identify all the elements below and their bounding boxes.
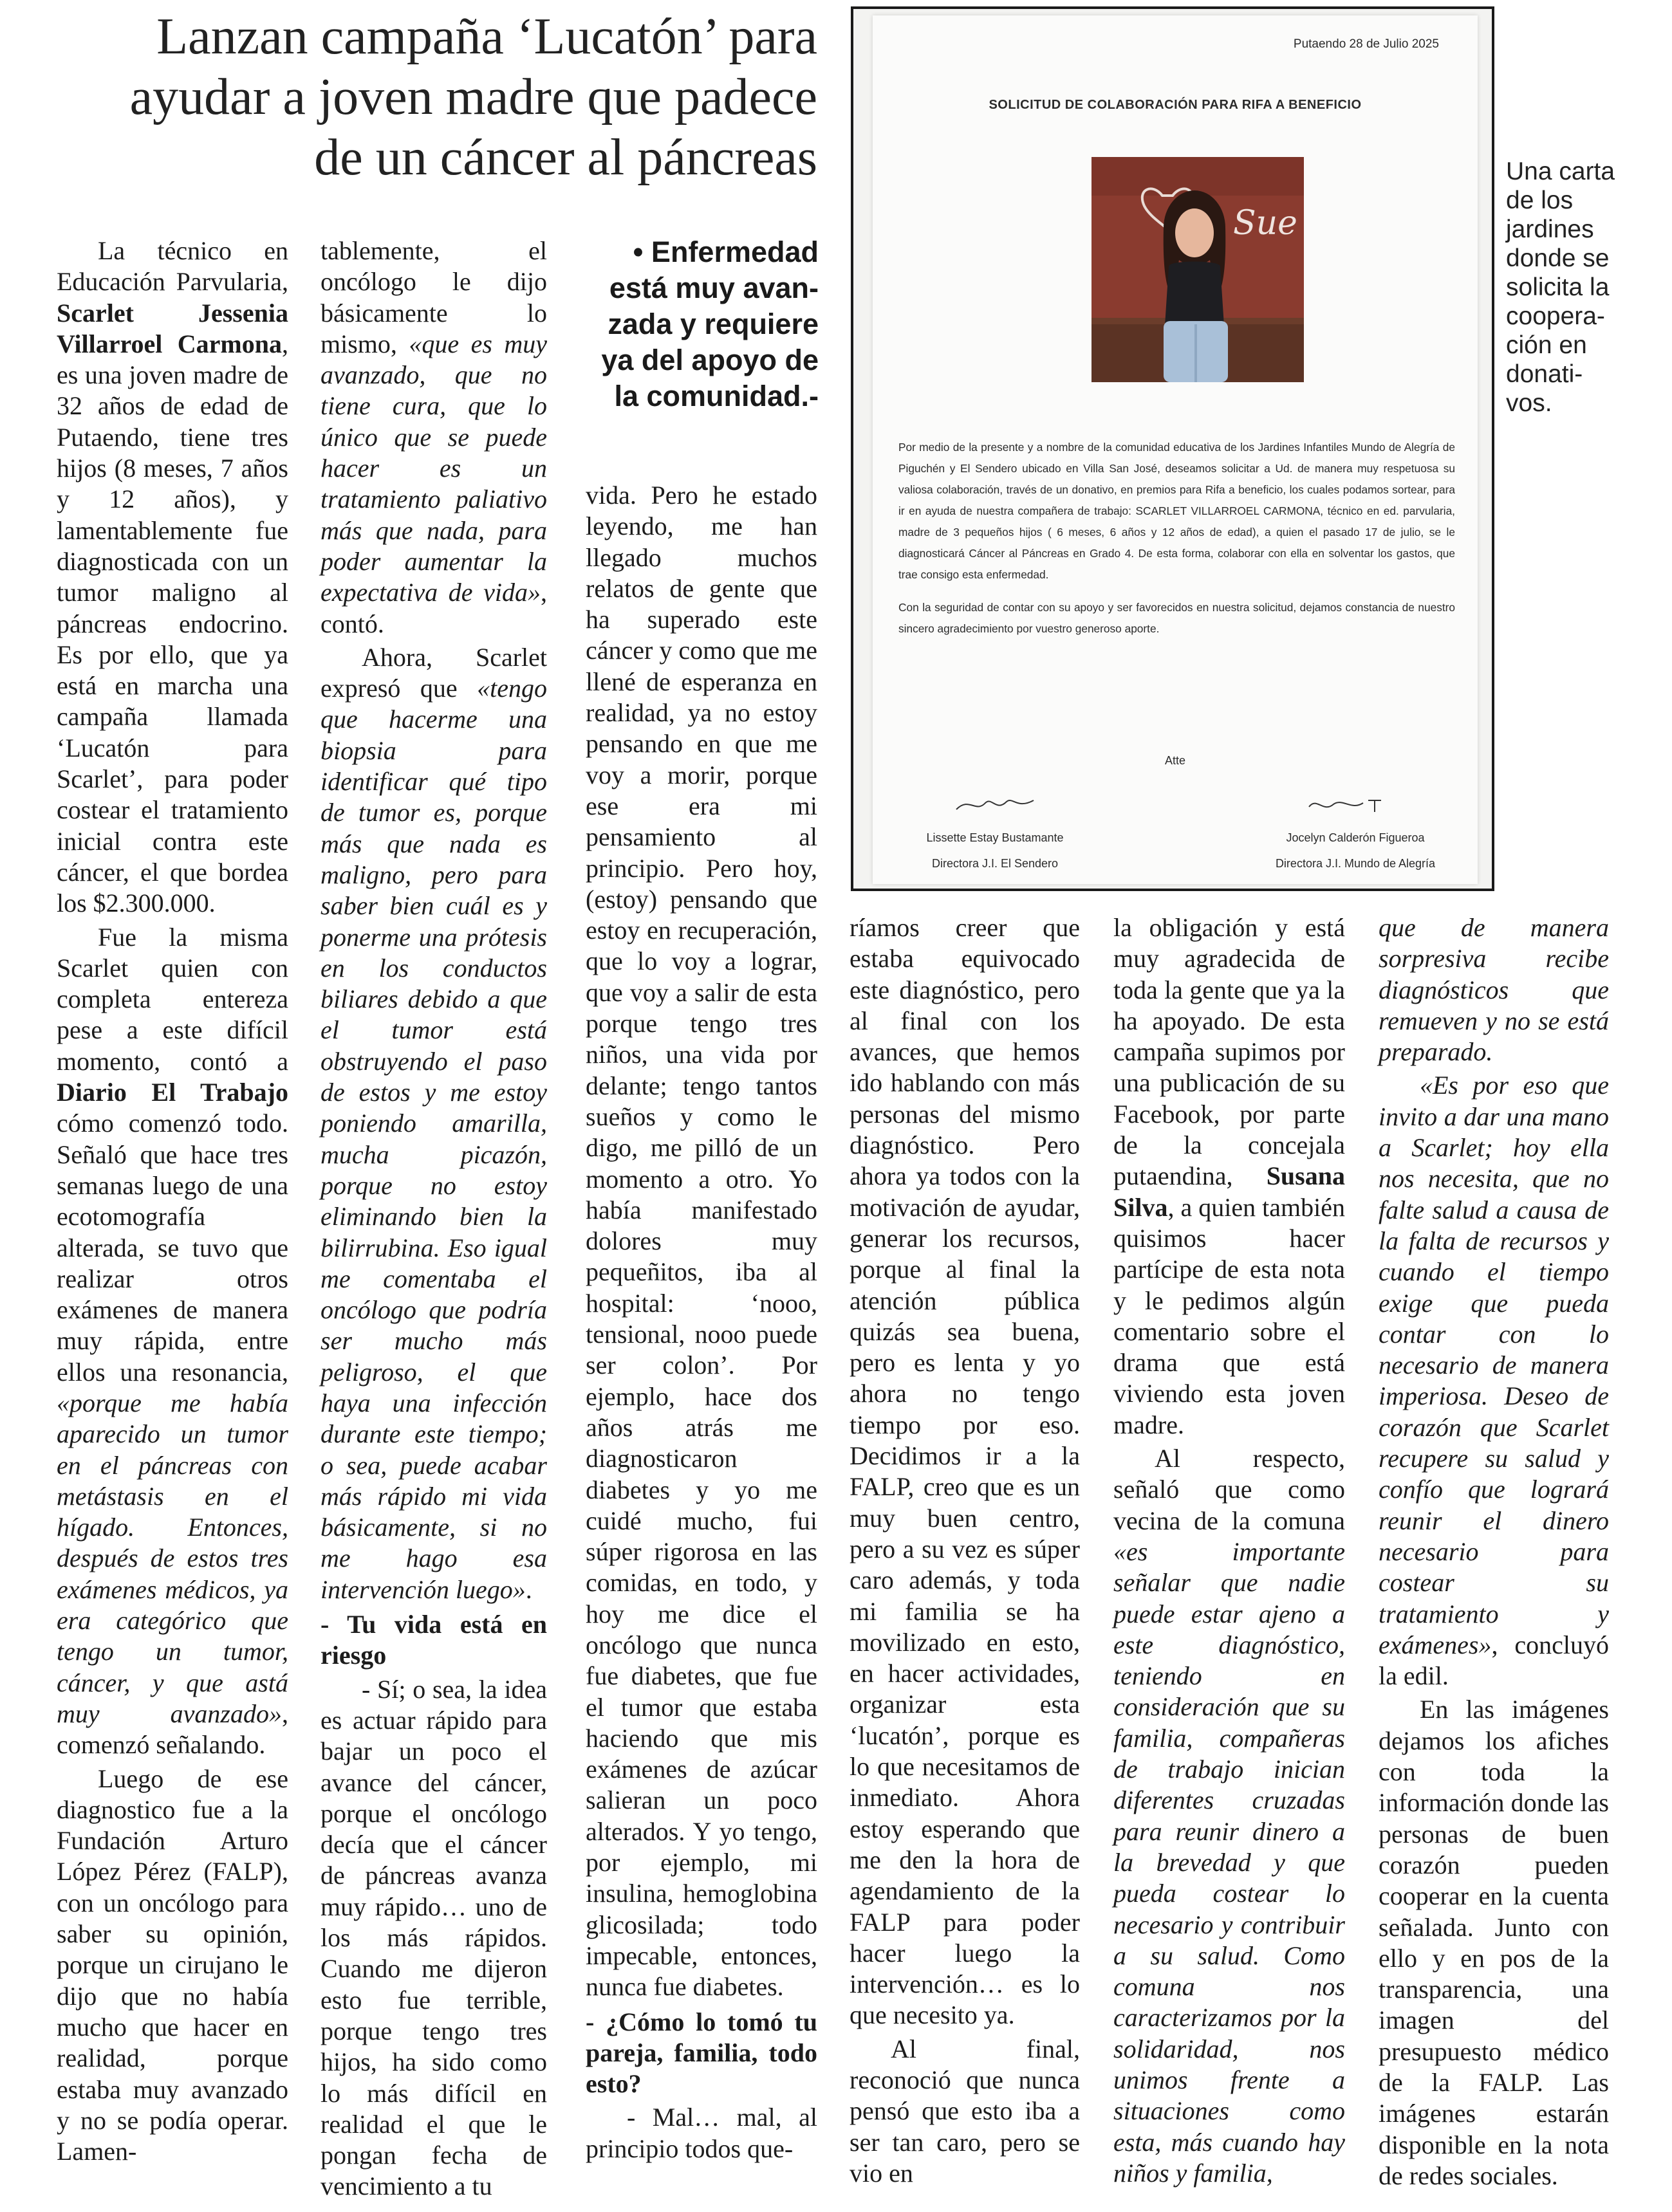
paragraph [1379, 912, 1609, 1067]
text: Fue la misma Scarlet quien con completa entereza pese a este difícil momento, contó a [57, 922, 288, 1076]
text: Al respecto, señaló que como vecina de la comuna [1113, 1444, 1345, 1535]
letter-closing: Atte [1164, 754, 1186, 767]
quote: «Es por eso que invito a dar una mano a Scarlet; hoy ella nos necesita, que no falte salud a causa de la falta de recursos y cuando el tiempo exige que pueda contar con lo necesario de manera imperiosa. Deseo de corazón que Scarlet recupere su salud y confío que logrará reunir el dinero necesario para costear su tratamiento y exámenes» [1379, 1071, 1609, 1659]
article-column-5 [1113, 912, 1345, 2189]
paragraph [320, 642, 547, 1605]
quote: «es importante señalar que nadie puede estar ajeno a este diagnóstico, teniendo en consideración que su familia, compañeras de trabajo inician diferentes cruzadas para reunir dinero a la brevedad y que pueda costear lo necesario y contribuir a su salud. Como comuna nos caracterizamos por la solidaridad, nos unimos frente a situaciones como esta, más cuando hay niños y familia, [1113, 1536, 1345, 2188]
quote: «que es muy avanzado, que no tiene cura, que lo único que se puede hacer es un tratamiento paliativo más que nada, para poder aumentar la expectativa de vida» [320, 329, 548, 607]
person-name: Scarlet Jessenia Villarroel Carmona [57, 298, 288, 358]
wall-text: Sue [1233, 204, 1297, 243]
letter-photo [851, 6, 1494, 891]
portrait-illustration [1091, 157, 1304, 382]
paragraph [57, 922, 288, 1761]
text: la obligación y está muy agradecida de toda la gente que ya la ha apoyado. De esta campaña supimos por una publicación de su Facebook, por parte de la concejala putaendina, [1113, 913, 1345, 1191]
signature-left-name: Lissette Estay Bustamante [926, 831, 1064, 844]
letter-sheet [873, 15, 1478, 884]
signature-left-role: Directora J.I. El Sendero [931, 857, 1059, 870]
article-column-4 [850, 912, 1080, 2189]
letter-heading: SOLICITUD DE COLABORACIÓN PARA RIFA A BENEFICIO [989, 98, 1362, 112]
signature-scribble-right [1304, 794, 1407, 816]
text: La técnico en Educación Parvularia, [57, 236, 288, 297]
paragraph: En las imágenes dejamos los afiches con toda la información donde las personas de buen corazón pueden cooperar en la cuenta señalada. Junto con ello y en pos de la transparencia, una imagen del presupuesto médico de la FALP. Las imágenes estarán disponible en la nota de redes sociales. [1379, 1695, 1609, 2190]
article-column-1 [57, 235, 288, 2167]
quote: «porque me había aparecido un tumor en el páncreas con metástasis en el hígado. Entonces, después de estos tres exámenes médicos, ya era categórico que tengo un tumor, cáncer, y que astá muy avanzado» [57, 1388, 288, 1728]
headline-line-2: ayudar a joven madre que padece [129, 69, 817, 125]
text: , comenzó señalando. [57, 1699, 288, 1760]
article-column-3 [586, 480, 817, 2164]
headline-line-1: Lanzan campaña ‘Lucatón’ para [156, 8, 817, 65]
subheading: - Tu vida está en riesgo [320, 1610, 547, 1670]
letter-body [898, 437, 1455, 651]
paragraph [57, 235, 288, 919]
paragraph [1113, 912, 1345, 1441]
portrait-photo [1091, 157, 1304, 382]
text: , contó. [320, 578, 547, 638]
text: . [525, 1574, 532, 1604]
person-name: Susana Silva [1113, 1161, 1345, 1222]
paragraph [1379, 1070, 1609, 1691]
subheading: - ¿Cómo lo tomó tu pareja, familia, todo esto? [586, 2007, 817, 2099]
paragraph [320, 235, 547, 640]
paragraph: Al final, reconoció que nunca pensó que esto iba a ser tan caro, pero se vio en [850, 2034, 1080, 2188]
signature-right-name: Jocelyn Calderón Figueroa [1286, 831, 1425, 844]
paragraph [1113, 1443, 1345, 2189]
text: Ahora, Scarlet expresó que [320, 642, 547, 703]
signature-left [892, 794, 1098, 876]
photo-caption: Una carta de los jardines donde se solicita la coopera-ción en donati-vos. [1506, 158, 1615, 417]
paragraph: vida. Pero he estado leyendo, me han llegado muchos relatos de gente que ha superado este cáncer y como que me llené de esperanza en realidad, ya no estoy pensando en que me voy a morir, porque ese era mi pensamiento al principio. Pero hoy, (estoy) pensando que estoy en recuperación, que lo voy a lograr, que voy a salir de esta porque tengo tres niños, una vida por delante; tengo tantos sueños y como le digo, me pilló de un momento a otro. Yo había manifestado dolores muy pequeñitos, iba al hospital: ‘nooo, tensional, nooo puede ser colon’. Por ejemplo, hace dos años atrás me diagnosticaron diabetes y yo me cuidé mucho, fui súper rigorosa en las comidas, en todo, y hoy me dice el oncólogo que nunca fue diabetes, que fue el tumor que estaba haciendo que mis exámenes de azúcar salieran un poco alterados. Y yo tengo, por ejemplo, mi insulina, hemoglobina glicosilada; todo impecable, entonces, nunca fue diabetes. [586, 481, 817, 2002]
newspaper-name: Diario El Trabajo [57, 1078, 288, 1107]
summary-line-2: está muy avan- [609, 272, 819, 304]
article-column-6 [1379, 912, 1609, 2191]
paragraph: - Sí; o sea, la idea es actuar rápido para bajar un poco el avance del cáncer, porque el oncólogo decía que el cáncer de páncreas avanza muy rápido… uno de los más rápidos. Cuando me dijeron esto fue terrible, porque tengo tres hijos, ha sido como lo más difícil en realidad el que le pongan fecha de vencimiento a tu [320, 1674, 547, 2201]
text: tablemente, el oncólogo le dijo básicamente lo mismo, [320, 236, 547, 358]
summary-line-4: ya del apoyo de [601, 344, 819, 376]
signature-right [1246, 794, 1465, 876]
paragraph: - Mal… mal, al principio todos que- [586, 2103, 817, 2163]
summary-box [586, 234, 819, 414]
quote: que de manera sorpresiva recibe diagnósticos que remueven y no se está preparado. [1379, 913, 1609, 1067]
text: cómo comenzó todo. Señaló que hace tres semanas luego de una ecotomografía alterada, se tuvo que realizar otros exámenes de manera muy rápida, entre ellos una resonancia, [57, 1109, 288, 1387]
summary-line-5: la comunidad.- [614, 380, 819, 412]
summary-line-3: zada y requiere [608, 308, 819, 340]
quote: «tengo que hacerme una biopsia para identificar qué tipo de tumor es, porque más que nada es maligno, pero para saber bien cuál es y ponerme una prótesis en los conductos biliares debido a que el tumor está obstruyendo el paso de estos y me estoy poniendo amarilla, mucha picazón, porque no estoy eliminando bien la bilirrubina. Eso igual me comentaba el oncólogo que podría ser mucho más peligroso, el que haya una infección durante este tiempo; o sea, puede acabar más rápido mi vida básicamente, si no me hago esa intervención luego» [320, 674, 547, 1604]
summary-line-1: • Enfermedad [633, 235, 819, 268]
signature-right-role: Directora J.I. Mundo de Alegría [1275, 857, 1436, 870]
text: , a quien también quisimos hacer partícipe de esta nota y le pedimos algún comentario sobre el drama que está viviendo esta joven madre. [1113, 1192, 1345, 1439]
article-column-2 [320, 235, 547, 2202]
text: , es una joven madre de 32 años de edad de Putaendo, tiene tres hijos (8 meses, 7 años y 12 años), y lamentablemente fue diagnosticada con un tumor maligno al páncreas endocrino. Es por ello, que ya está en marcha una campaña llamada ‘Lucatón para Scarlet’, para poder costear el tratamiento inicial contra este cáncer, el que bordea los $2.300.000. [57, 329, 288, 918]
letter-date: Putaendo 28 de Julio 2025 [1293, 37, 1439, 51]
letter-paragraph-1: Por medio de la presente y a nombre de la comunidad educativa de los Jardines Infantiles Mundo de Alegría de Piguchén y El Sendero ubicado en Villa San José, deseamos solicitar a Ud. de manera muy respetuosa su valiosa colaboración, través de un donativo, en premios para Rifa a beneficio, los cuales podamos sortear, para ir en ayuda de nuestra compañera de trabajo: SCARLET VILLARROEL CARMONA, técnico en ed. parvularia, madre de 3 pequeños hijos ( 6 meses, 6 años y 12 años de edad), a quien el pasado 17 de julio, se le diagnosticará Cáncer al Páncreas en Grado 4. De esta forma, colaborar con ella en solventar los gastos, que trae consigo esta enfermedad. [898, 441, 1455, 581]
text: , concluyó la edil. [1379, 1630, 1609, 1691]
headline [45, 6, 817, 188]
signature-scribble-left [950, 794, 1040, 816]
paragraph: ríamos creer que estaba equivocado este diagnóstico, pero al final con los avances, que hemos ido hablando con más personas del mismo diagnóstico. Pero ahora ya todos con la motivación de ayudar, generar los recursos, porque al final la atención pública quizás sea buena, pero es lenta y yo ahora no tengo tiempo por eso. Decidimos ir a la FALP, creo que es un muy buen centro, pero a su vez es súper caro además, y toda mi familia se ha movilizado en esto, en hacer actividades, organizar esta ‘lucatón’, porque es lo que necesitamos de inmediato. Ahora estoy esperando que me den la hora de agendamiento de la FALP para poder hacer luego la intervención… es lo que necesito ya. [850, 913, 1080, 2030]
headline-line-3: de un cáncer al páncreas [314, 129, 817, 186]
letter-paragraph-2: Con la seguridad de contar con su apoyo y ser favorecidos en nuestra solicitud, dejamos constancia de nuestro sincero agradecimiento por vuestro generoso aporte. [898, 601, 1455, 635]
paragraph: Luego de ese diagnostico fue a la Fundación Arturo López Pérez (FALP), con un oncólogo para saber su opinión, porque un cirujano le dijo que no había mucho que hacer en realidad, porque estaba muy avanzado y no se podía operar. Lamen- [57, 1764, 288, 2166]
